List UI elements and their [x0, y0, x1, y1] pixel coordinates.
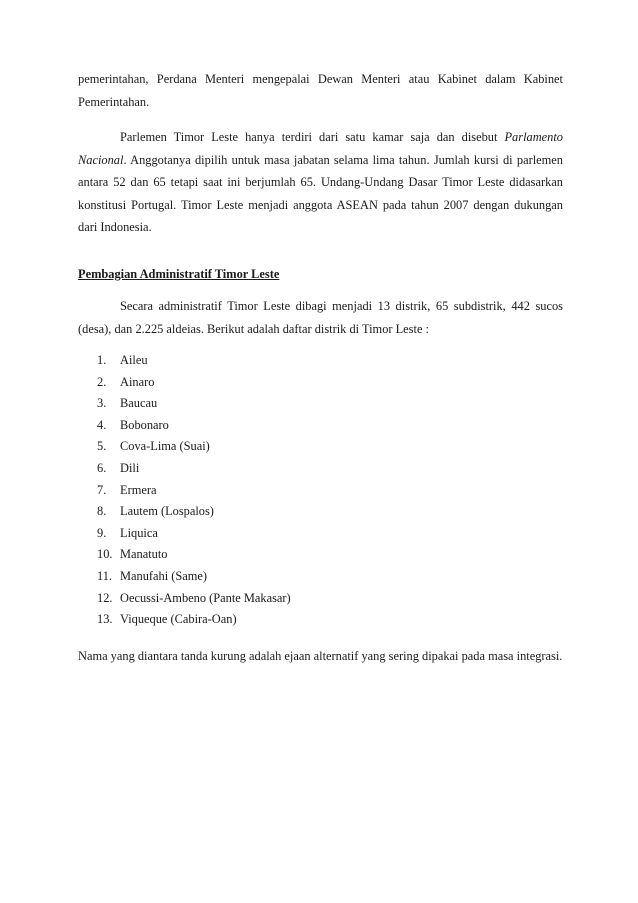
district-name: Aileu: [120, 353, 148, 367]
list-item: [97, 523, 563, 545]
district-name: Manufahi (Same): [120, 568, 208, 583]
district-name: Bobonaro: [120, 417, 169, 432]
list-number: 3.: [97, 396, 107, 411]
list-item: [97, 372, 563, 394]
parliament-text-1: Parlemen Timor Leste hanya terdiri dari satu kamar saja dan disebut: [120, 130, 505, 144]
district-name: Cova-Lima (Suai): [120, 439, 210, 454]
district-name: Lautem (Lospalos): [120, 504, 214, 519]
parliament-text-2: . Anggotanya dipilih untuk masa jabatan selama lima tahun. Jumlah kursi di parlemen antara 52 dan 65 tetapi saat ini berjumlah 65. Undang-Undang Dasar Timor Leste didasarkan konstitusi Portugal. Timor Leste menjadi anggota ASEAN pada tahun 2007 dengan dukungan dari Indonesia.: [78, 152, 563, 234]
district-list: [78, 350, 563, 631]
list-number: 11.: [97, 568, 113, 583]
list-item: [97, 480, 563, 502]
list-item: [97, 436, 563, 458]
section-heading: Pembagian Administratif Timor Leste: [78, 266, 280, 281]
list-item: [97, 393, 563, 415]
parliament-name-italic: Parlamento Nacional: [78, 130, 563, 167]
list-number: 6.: [97, 460, 107, 475]
district-name: Manatuto: [120, 547, 168, 562]
district-name: Ermera: [120, 482, 157, 497]
district-name: Liquica: [120, 525, 158, 540]
list-number: 7.: [97, 482, 107, 497]
list-item: [97, 415, 563, 437]
paragraph-note: Nama yang diantara tanda kurung adalah ejaan alternatif yang sering dipakai pada masa integrasi.: [78, 648, 563, 663]
paragraph-intro: pemerintahan, Perdana Menteri mengepalai Dewan Menteri atau Kabinet dalam Kabinet Pemerintahan.: [78, 72, 563, 109]
district-name: Ainaro: [120, 374, 155, 389]
list-item: [97, 458, 563, 480]
list-number: 2.: [97, 374, 107, 389]
document-page: [78, 68, 563, 667]
district-name: Viqueque (Cabira-Oan): [120, 612, 237, 627]
district-name: Baucau: [120, 396, 158, 411]
list-item: [97, 566, 563, 588]
list-number: 4.: [97, 417, 107, 432]
list-number: 8.: [97, 504, 107, 519]
list-number: 5.: [97, 439, 107, 454]
paragraph-administrative: Secara administratif Timor Leste dibagi menjadi 13 distrik, 65 subdistrik, 442 sucos (desa), dan 2.225 aldeias. Berikut adalah daftar distrik di Timor Leste :: [78, 299, 563, 336]
district-name: Dili: [120, 460, 140, 475]
list-number: 1.: [97, 353, 107, 367]
list-item: [97, 609, 563, 631]
paragraph-parliament: [78, 126, 563, 239]
district-name: Oecussi-Ambeno (Pante Makasar): [120, 590, 291, 605]
list-number: 10.: [97, 547, 113, 562]
list-number: 13.: [97, 612, 113, 627]
list-item: [97, 588, 563, 610]
list-item: [97, 501, 563, 523]
list-number: 12.: [97, 590, 113, 605]
list-item: [97, 350, 563, 372]
list-number: 9.: [97, 525, 107, 540]
list-item: [97, 544, 563, 566]
